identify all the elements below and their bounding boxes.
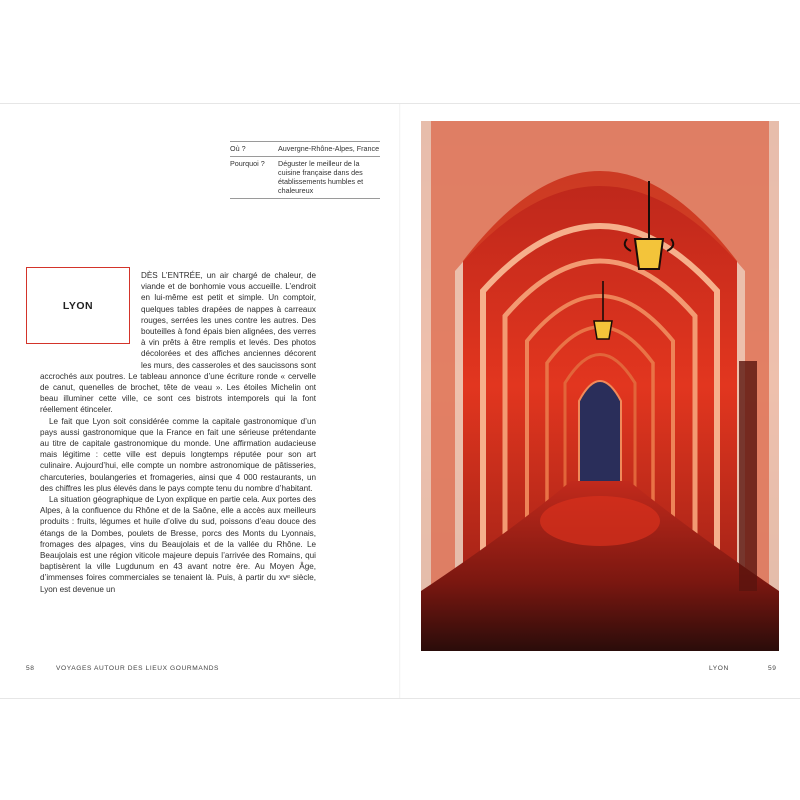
body-paragraph-2: Le fait que Lyon soit considérée comme la capitale gastronomique d’un pays aussi gastronomique que la France en fait une sérieuse prétendante au titre de capitale gastronomique du monde. Une affirmation audacieuse mais légitime : cette ville est depuis longtemps réputée pour son art culinaire. Aujourd’hui, elle compte un nombre astronomique de pâtisseries, charcuteries, boulangeries et fromageries, ainsi que 4 000 restaurants, un des chiffres les plus élevés dans le pays compte tenu du nombre d’habitant. bbox=[40, 416, 316, 493]
info-table bbox=[230, 141, 380, 199]
gutter-shadow bbox=[399, 104, 401, 698]
body-text bbox=[40, 270, 316, 595]
info-row bbox=[230, 141, 380, 156]
info-key: Où ? bbox=[230, 144, 246, 153]
book-spread bbox=[0, 103, 800, 699]
right-running-title: LYON bbox=[709, 665, 729, 672]
chapter-title: LYON bbox=[62, 299, 94, 312]
body-paragraph-3: La situation géographique de Lyon explique en partie cela. Aux portes des Alpes, à la confluence du Rhône et de la Saône, elle a accès aux meilleurs produits : fruits, légumes et huile d’olive du sud, poissons d’eau douce des étangs de la Dombes, poulets de Bresse, porcs des Monts du Lyonnais, fromages des alpages, vins du Beaujolais et de la vallée du Rhône. Le Beaujolais est une région viticole majeure depuis l’arrivée des Romains, qui baptisèrent la ville Lugdunum en 43 avant notre ère. Au Moyen Âge, d’immenses foires commerciales se tenaient là. Puis, à partir du xvᵉ siècle, Lyon est devenue un bbox=[40, 495, 316, 594]
paragraph-text: un air chargé de chaleur, de viande et de bonhomie vous accueille. L’endroit en lui-même est petit et simple. Un comptoir, quelques tables drapées de nappes à carreaux rouges, serrées les unes contre les autres. Des bouteilles à fond épais bien alignées, des verres à vin prêts à être remplis et levés. Des photos décolorées et des affiches anciennes décorent les murs, des casseroles et des saucissons sont accrochés aux poutres. Le tableau annonce d’une écriture ronde « cervelle de canut, quenelles de brochet, tête de veau ». Les étoiles Michelin ont beau illuminer cette ville, ce sont ces bistrots intemporels qui la font réellement étinceler. bbox=[40, 271, 316, 415]
info-value: Auvergne-Rhône-Alpes, France bbox=[278, 144, 380, 153]
info-key: Pourquoi ? bbox=[230, 159, 265, 168]
right-page-number: 59 bbox=[768, 665, 777, 672]
info-row bbox=[230, 156, 380, 199]
left-running-title: VOYAGES AUTOUR DES LIEUX GOURMANDS bbox=[56, 665, 220, 672]
left-page-number: 58 bbox=[26, 665, 35, 672]
lead-in: DÈS L’ENTRÉE, bbox=[141, 271, 203, 280]
title-float-spacer bbox=[40, 270, 141, 362]
info-value: Déguster le meilleur de la cuisine française dans des établissements humbles et chaleureux bbox=[278, 159, 364, 195]
arcade-illustration bbox=[421, 121, 779, 651]
